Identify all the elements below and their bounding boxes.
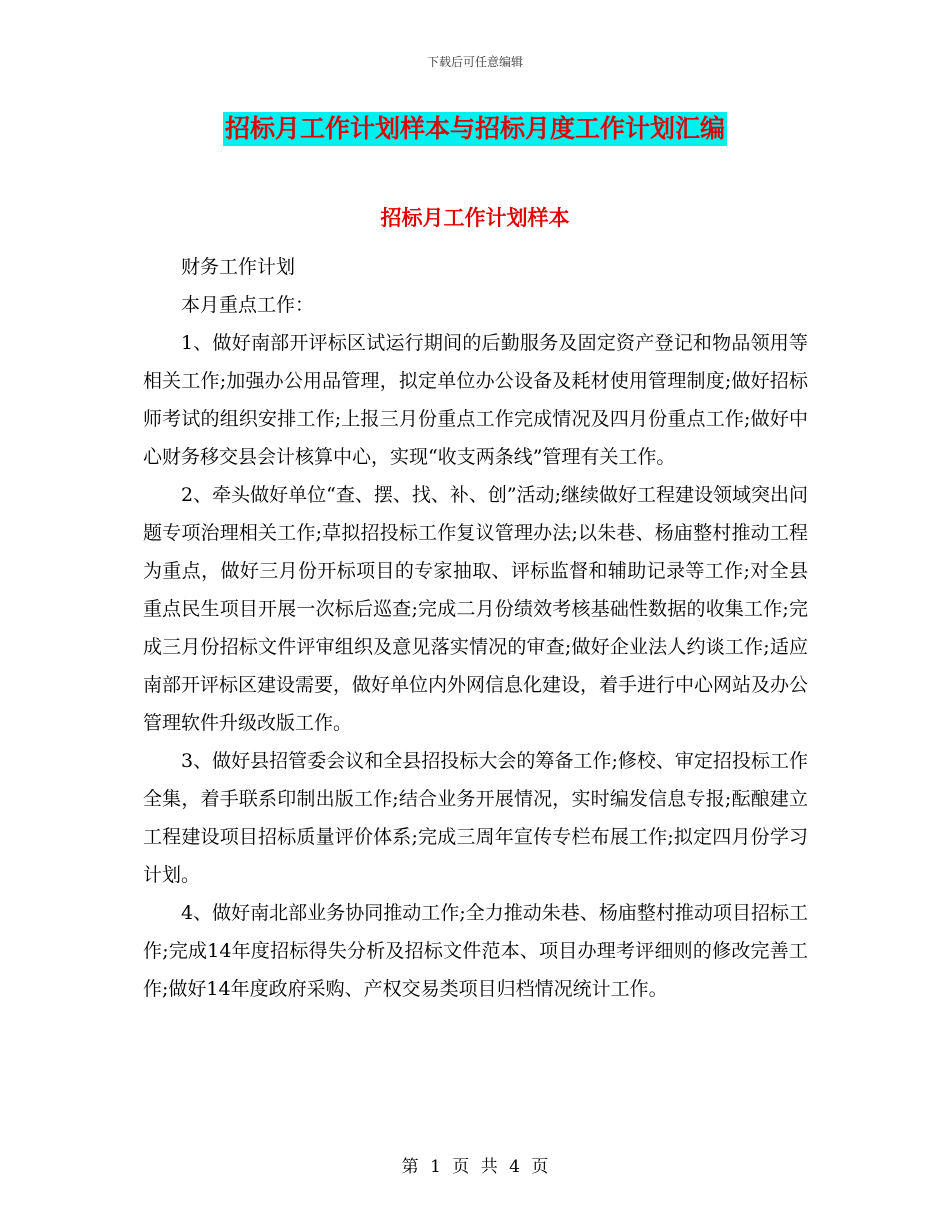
paragraph: 3、做好县招管委会议和全县招投标大会的筹备工作;修校、审定招投标工作全集，着手联系印制出版工作;结合业务开展情况，实时编发信息专报;酝酿建立工程建设项目招标质量评价体系;完成三周年宣传专栏布展工作;拟定四月份学习计划。 [143,750,808,886]
paragraph: 本月重点工作： [181,294,315,316]
paragraph: 1、做好南部开评标区试运行期间的后勤服务及固定资产登记和物品领用等相关工作;加强办公用品管理，拟定单位办公设备及耗材使用管理制度;做好招标师考试的组织安排工作;上报三月份重点工作完成情况及四月份重点工作;做好中心财务移交县会计核算中心，实现“收支两条线”管理有关工作。 [143,332,808,468]
header-note: 下载后可任意编辑 [426,55,523,69]
paragraph: 财务工作计划 [181,256,296,278]
paragraph: 2、牵头做好单位“查、摆、找、补、创”活动;继续做好工程建设领域突出问题专项治理相关工作;草拟招投标工作复议管理办法;以朱巷、杨庙整村推动工程为重点，做好三月份开标项目的专家抽取、评标监督和辅助记录等工作;对全县重点民生项目开展一次标后巡查;完成二月份绩效考核基础性数据的收集工作;完成三月份招标文件评审组织及意见落实情况的审查;做好企业法人约谈工作;适应南部开评标区建设需要，做好单位内外网信息化建设，着手进行中心网站及办公管理软件升级改版工作。 [143,484,809,734]
section-title: 招标月工作计划样本 [380,206,570,230]
page-footer: 第 1 页 共 4 页 [401,1157,549,1177]
body-text [143,248,808,1008]
document-title-text: 招标月工作计划样本与招标月度工作计划汇编 [223,112,727,146]
document-title [0,112,950,146]
paragraph: 4、做好南北部业务协同推动工作;全力推动朱巷、杨庙整村推动项目招标工作;完成14年度招标得失分析及招标文件范本、项目办理考评细则的修改完善工作;做好14年度政府采购、产权交易类项目归档情况统计工作。 [143,902,808,1000]
